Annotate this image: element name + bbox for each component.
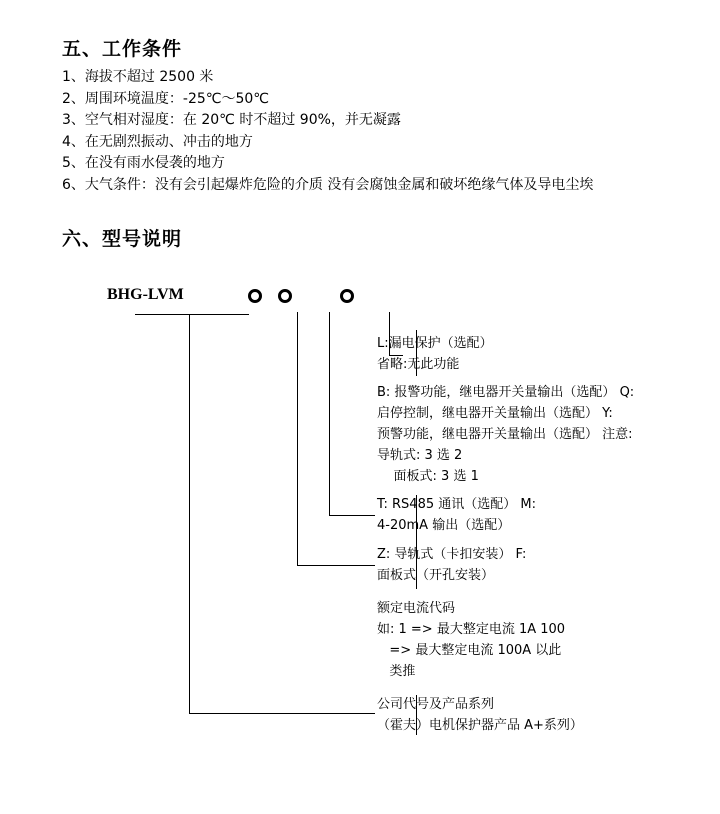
condition-item: 2、周围环境温度：-25℃～50℃: [62, 90, 270, 107]
mount-connector: [297, 565, 375, 566]
section6-title: 六、型号说明: [62, 228, 183, 250]
func-desc: B: 报警功能，继电器开关量输出（选配） Q: 启停控制，继电器开关量输出（选配） Y: 预警功能，继电器开关量输出（选配） 注意: 导轨式: 3 选 2 面板式: 3 选 1: [377, 385, 635, 484]
section5-title: 五、工作条件: [62, 38, 183, 60]
placeholder-circle-icon: [248, 289, 262, 303]
model-underline: [135, 314, 249, 315]
company-connector: [189, 713, 375, 714]
condition-item: 4、在无剧烈振动、冲击的地方: [62, 133, 253, 150]
comm-connector: [329, 312, 330, 516]
condition-item: 3、空气相对湿度：在 20℃ 时不超过 90%，并无凝露: [62, 112, 401, 128]
model-prefix: BHG-LVM: [107, 286, 184, 303]
company-desc: 公司代号及产品系列 （霍夫）电机保护器产品 A+系列）: [377, 697, 583, 733]
current-desc: 额定电流代码 如: 1 => 最大整定电流 1A 100 => 最大整定电流 100A 以此 类推: [377, 601, 566, 679]
mount-desc: Z: 导轨式（卡扣安装） F: 面板式（开孔安装）: [377, 547, 527, 583]
condition-item: 5、在没有雨水侵袭的地方: [62, 155, 225, 171]
leak-desc: L:漏电保护（选配） 省略:无此功能: [377, 336, 493, 372]
company-connector: [189, 314, 190, 714]
conditions-list: [62, 67, 593, 196]
condition-item: 1、海拔不超过 2500 米: [62, 69, 214, 85]
condition-item: 6、大气条件：没有会引起爆炸危险的介质 没有会腐蚀金属和破坏绝缘气体及导电尘埃: [62, 176, 594, 193]
placeholder-circle-icon: [278, 289, 292, 303]
comm-connector: [329, 515, 375, 516]
mount-connector: [297, 312, 298, 566]
comm-desc: T: RS485 通讯（选配） M: 4-20mA 输出（选配）: [377, 497, 536, 533]
placeholder-circle-icon: [340, 289, 354, 303]
